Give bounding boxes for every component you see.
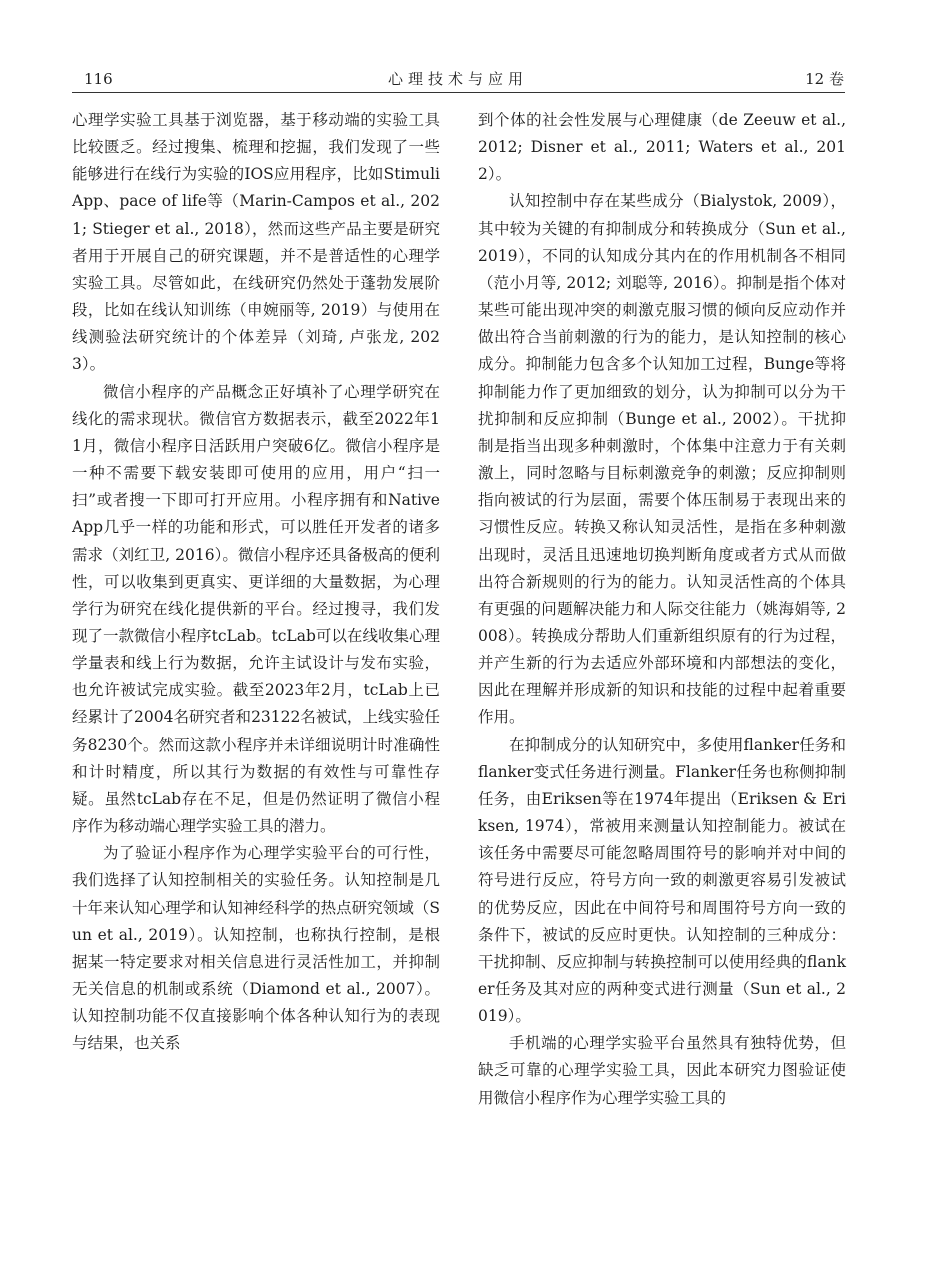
paragraph: 为了验证小程序作为心理学实验平台的可行性，我们选择了认知控制相关的实验任务。认知控制是几十年来认知心理学和认知神经科学的热点研究领域（Sun et al., 2019）。认知控制，也称执行控制，是根据某一特定要求对相关信息进行灵活性加工，并抑制无关信息的机制或系统（Diamond et al., 2007）。认知控制功能不仅直接影响个体各种认知行为的表现与结果，也关系	[72, 844, 440, 1053]
volume-label: 12 卷	[805, 70, 844, 88]
journal-title: 心理技术与应用	[387, 70, 528, 88]
running-header	[72, 66, 844, 92]
left-column	[72, 107, 440, 1057]
paragraph: 心理学实验工具基于浏览器，基于移动端的实验工具比较匮乏。经过搜集、梳理和挖掘，我们发现了一些能够进行在线行为实验的IOS应用程序，比如StimuliApp、pace of life等（Marin-Campos et al., 2021; Stieger et al., 2018），然而这些产品主要是研究者用于开展自己的研究课题，并不是普适性的心理学实验工具。尽管如此，在线研究仍然处于蓬勃发展阶段，比如在线认知训练（申婉丽等, 2019）与使用在线测验法研究统计的个体差异（刘琦, 卢张龙, 2023）。	[72, 111, 440, 374]
paragraph: 手机端的心理学实验平台虽然具有独特优势，但缺乏可靠的心理学实验工具，因此本研究力图验证使用微信小程序作为心理学实验工具的	[478, 1034, 846, 1107]
paragraph: 微信小程序的产品概念正好填补了心理学研究在线化的需求现状。微信官方数据表示，截至2022年11月，微信小程序日活跃用户突破6亿。微信小程序是一种不需要下载安装即可使用的应用，用户“扫一扫”或者搜一下即可打开应用。小程序拥有和Native App几乎一样的功能和形式，可以胜任开发者的诸多需求（刘红卫, 2016）。微信小程序还具备极高的便利性，可以收集到更真实、更详细的大量数据，为心理学行为研究在线化提供新的平台。经过搜寻，我们发现了一款微信小程序tcLab。tcLab可以在线收集心理学量表和线上行为数据，允许主试设计与发布实验，也允许被试完成实验。截至2023年2月，tcLab上已经累计了2004名研究者和23122名被试，上线实验任务8230个。然而这款小程序并未详细说明计时准确性和计时精度，所以其行为数据的有效性与可靠性存疑。虽然tcLab存在不足，但是仍然证明了微信小程序作为移动端心理学实验工具的潜力。	[72, 382, 440, 836]
right-column	[478, 107, 846, 1112]
page-number: 116	[84, 70, 113, 88]
header-rule	[72, 92, 845, 93]
paragraph: 到个体的社会性发展与心理健康（de Zeeuw et al., 2012; Disner et al., 2011; Waters et al., 2012）。	[478, 111, 846, 184]
paragraph: 认知控制中存在某些成分（Bialystok, 2009），其中较为关键的有抑制成分和转换成分（Sun et al., 2019），不同的认知成分其内在的作用机制各不相同（范小月等, 2012; 刘聪等, 2016）。抑制是指个体对某些可能出现冲突的刺激克服习惯的倾向反应动作并做出符合当前刺激的行为的能力，是认知控制的核心成分。抑制能力包含多个认知加工过程，Bunge等将抑制能力作了更加细致的划分，认为抑制可以分为干扰抑制和反应抑制（Bunge et al., 2002）。干扰抑制是指当出现多种刺激时，个体集中注意力于有关刺激上，同时忽略与目标刺激竞争的刺激；反应抑制则指向被试的行为层面，需要个体压制易于表现出来的习惯性反应。转换又称认知灵活性，是指在多种刺激出现时，灵活且迅速地切换判断角度或者方式从而做出符合新规则的行为的能力。认知灵活性高的个体具有更强的问题解决能力和人际交往能力（姚海娟等, 2008）。转换成分帮助人们重新组织原有的行为过程，并产生新的行为去适应外部环境和内部想法的变化，因此在理解并形成新的知识和技能的过程中起着重要作用。	[478, 192, 846, 727]
paragraph: 在抑制成分的认知研究中，多使用flanker任务和flanker变式任务进行测量。Flanker任务也称侧抑制任务，由Eriksen等在1974年提出（Eriksen & Eriksen, 1974），常被用来测量认知控制能力。被试在该任务中需要尽可能忽略周围符号的影响并对中间的符号进行反应，符号方向一致的刺激更容易引发被试的优势反应，因此在中间符号和周围符号方向一致的条件下，被试的反应时更快。认知控制的三种成分：干扰抑制、反应抑制与转换控制可以使用经典的flanker任务及其对应的两种变式进行测量（Sun et al., 2019）。	[478, 735, 846, 1026]
